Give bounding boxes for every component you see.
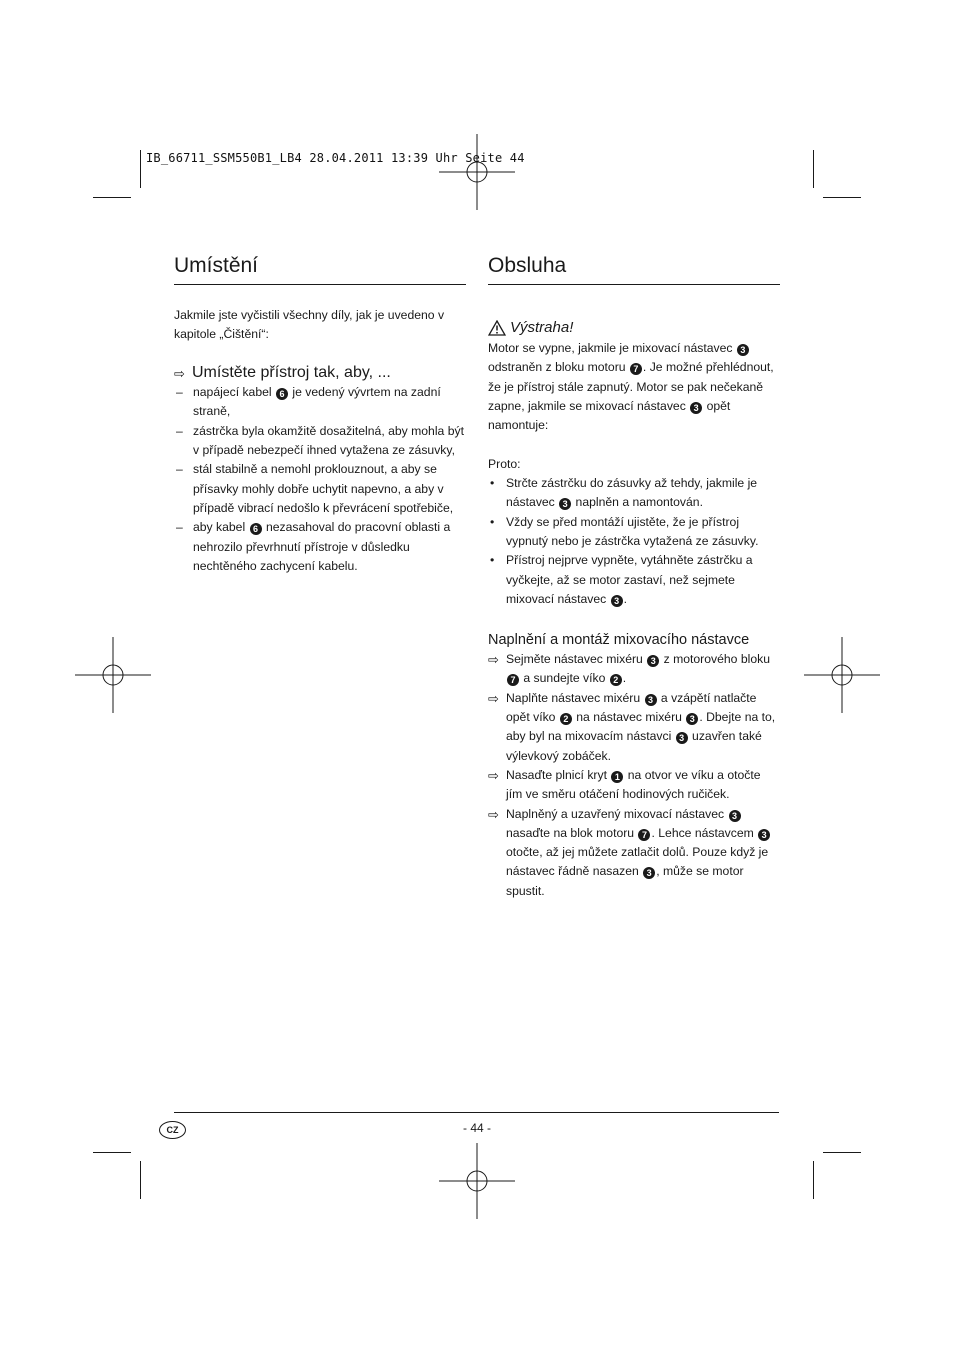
hollow-right-arrow-icon: ⇨: [488, 652, 499, 668]
list-item: • Vždy se před montáží ujistěte, že je přístroj vypnutý nebo je zástrčka vytažená ze zásuvky.: [488, 513, 780, 552]
crop-mark: [823, 197, 861, 198]
warning-label: Výstraha!: [510, 319, 574, 336]
list-item: ⇨ Nasaďte plnicí kryt 1 na otvor ve víku a otočte jím ve směru otáčení hodinových ručiček.: [488, 767, 761, 802]
safety-bullets: [488, 474, 780, 609]
list-item: ⇨ Naplňte nástavec mixéru 3 a vzápětí natlačte opět víko 2 na nástavec mixéru 3 . Dbejte na to, aby byl na mixovacím nástavci 3 uzavřen také výlevkový zobáček.: [488, 690, 776, 763]
subsection-heading: Naplnění a montáž mixovacího nástavce: [488, 632, 750, 649]
crop-mark: [813, 1161, 814, 1199]
hollow-right-arrow-icon: ⇨: [488, 690, 499, 706]
list-item: – zástrčka byla okamžitě dosažitelná, aby mohla být v případě nebezpečí ihned vytažena ze zásuvky,: [174, 422, 466, 461]
print-slug-line: IB_66711_SSM550B1_LB4 28.04.2011 13:39 Uhr Seite 44: [146, 151, 525, 165]
crop-mark: [813, 150, 814, 188]
therefore-label: Proto:: [488, 456, 521, 471]
part-number-badge: 6: [276, 388, 288, 400]
section-heading-operation: Obsluha: [488, 253, 780, 285]
instruction-text: Umístěte přístroj tak, aby, ...: [192, 363, 391, 381]
page-number: - 44 -: [462, 1121, 491, 1135]
crop-mark: [140, 150, 141, 188]
section-heading-placement: Umístění: [174, 253, 466, 285]
part-number-badge: 3: [559, 498, 571, 510]
list-item: – aby kabel 6 nezasahoval do pracovní oblasti a nehrozilo převrhnutí přístroje v důsledku nechtěného zachycení kabelu.: [174, 518, 466, 576]
footer-rule: [174, 1112, 779, 1113]
part-number-badge: 3: [645, 694, 657, 706]
part-number-badge: 7: [507, 674, 519, 686]
part-number-badge: 3: [611, 595, 623, 607]
part-number-badge: 3: [758, 829, 770, 841]
warning-paragraph: Motor se vypne, jakmile je mixovací nástavec 3 odstraněn z bloku motoru 7 . Je možné přehlédnout, že je přístroj stále zapnutý. Motor se pak nečekaně zapne, jakmile se mixovací nástavec 3 opět namontuje:: [488, 341, 774, 433]
part-number-badge: 3: [690, 402, 702, 414]
hollow-right-arrow-icon: ⇨: [488, 806, 499, 822]
crosshair-registration-icon: [439, 1143, 515, 1219]
part-number-badge: 7: [638, 829, 650, 841]
language-badge: CZ: [159, 1121, 186, 1139]
list-item: ⇨ Naplněný a uzavřený mixovací nástavec 3 nasaďte na blok motoru 7 . Lehce nástavcem 3 otočte, až jej můžete zatlačit dolů. Pouze když je nástavec řádně nasazen 3 , může se motor spustit.: [488, 806, 769, 898]
part-number-badge: 3: [686, 713, 698, 725]
crop-mark: [93, 197, 131, 198]
part-number-badge: 2: [560, 713, 572, 725]
part-number-badge: 3: [676, 732, 688, 744]
crosshair-registration-icon: [75, 637, 151, 713]
part-number-badge: 3: [737, 344, 749, 356]
part-number-badge: 2: [610, 674, 622, 686]
instruction-line: [174, 364, 466, 383]
assembly-steps: [488, 650, 780, 901]
warning-triangle-icon: [488, 320, 506, 336]
hollow-right-arrow-icon: ⇨: [174, 365, 185, 381]
hollow-right-arrow-icon: ⇨: [488, 767, 499, 783]
left-column: [174, 253, 466, 576]
list-item: • Strčte zástrčku do zásuvky až tehdy, jakmile je nástavec 3 naplněn a namontován.: [488, 474, 780, 513]
crosshair-registration-icon: [439, 134, 515, 210]
list-item: ⇨ Sejměte nástavec mixéru 3 z motorového bloku 7 a sundejte víko 2 .: [488, 652, 770, 686]
part-number-badge: 1: [611, 771, 623, 783]
crop-mark: [140, 1161, 141, 1199]
crosshair-registration-icon: [804, 637, 880, 713]
part-number-badge: 3: [643, 867, 655, 879]
part-number-badge: 6: [250, 523, 262, 535]
part-number-badge: 3: [647, 655, 659, 667]
list-item: – stál stabilně a nemohl proklouznout, a aby se přísavky mohly dobře uchytit napevno, a aby v případě vibrací nedošlo k převrácení spotřebiče,: [174, 460, 466, 518]
intro-paragraph: Jakmile jste vyčistili všechny díly, jak je uvedeno v kapitole „Čištění“:: [174, 308, 445, 342]
part-number-badge: 3: [729, 810, 741, 822]
part-number-badge: 7: [630, 363, 642, 375]
right-column: [488, 253, 780, 901]
crop-mark: [823, 1152, 861, 1153]
placement-conditions-list: [174, 383, 466, 576]
crop-mark: [93, 1152, 131, 1153]
warning-header: [488, 318, 780, 338]
list-item: • Přístroj nejprve vypněte, vytáhněte zástrčku a vyčkejte, až se motor zastaví, než sejmete mixovací nástavec 3 .: [488, 551, 780, 609]
list-item: – napájecí kabel 6 je vedený vývrtem na zadní straně,: [174, 383, 466, 422]
